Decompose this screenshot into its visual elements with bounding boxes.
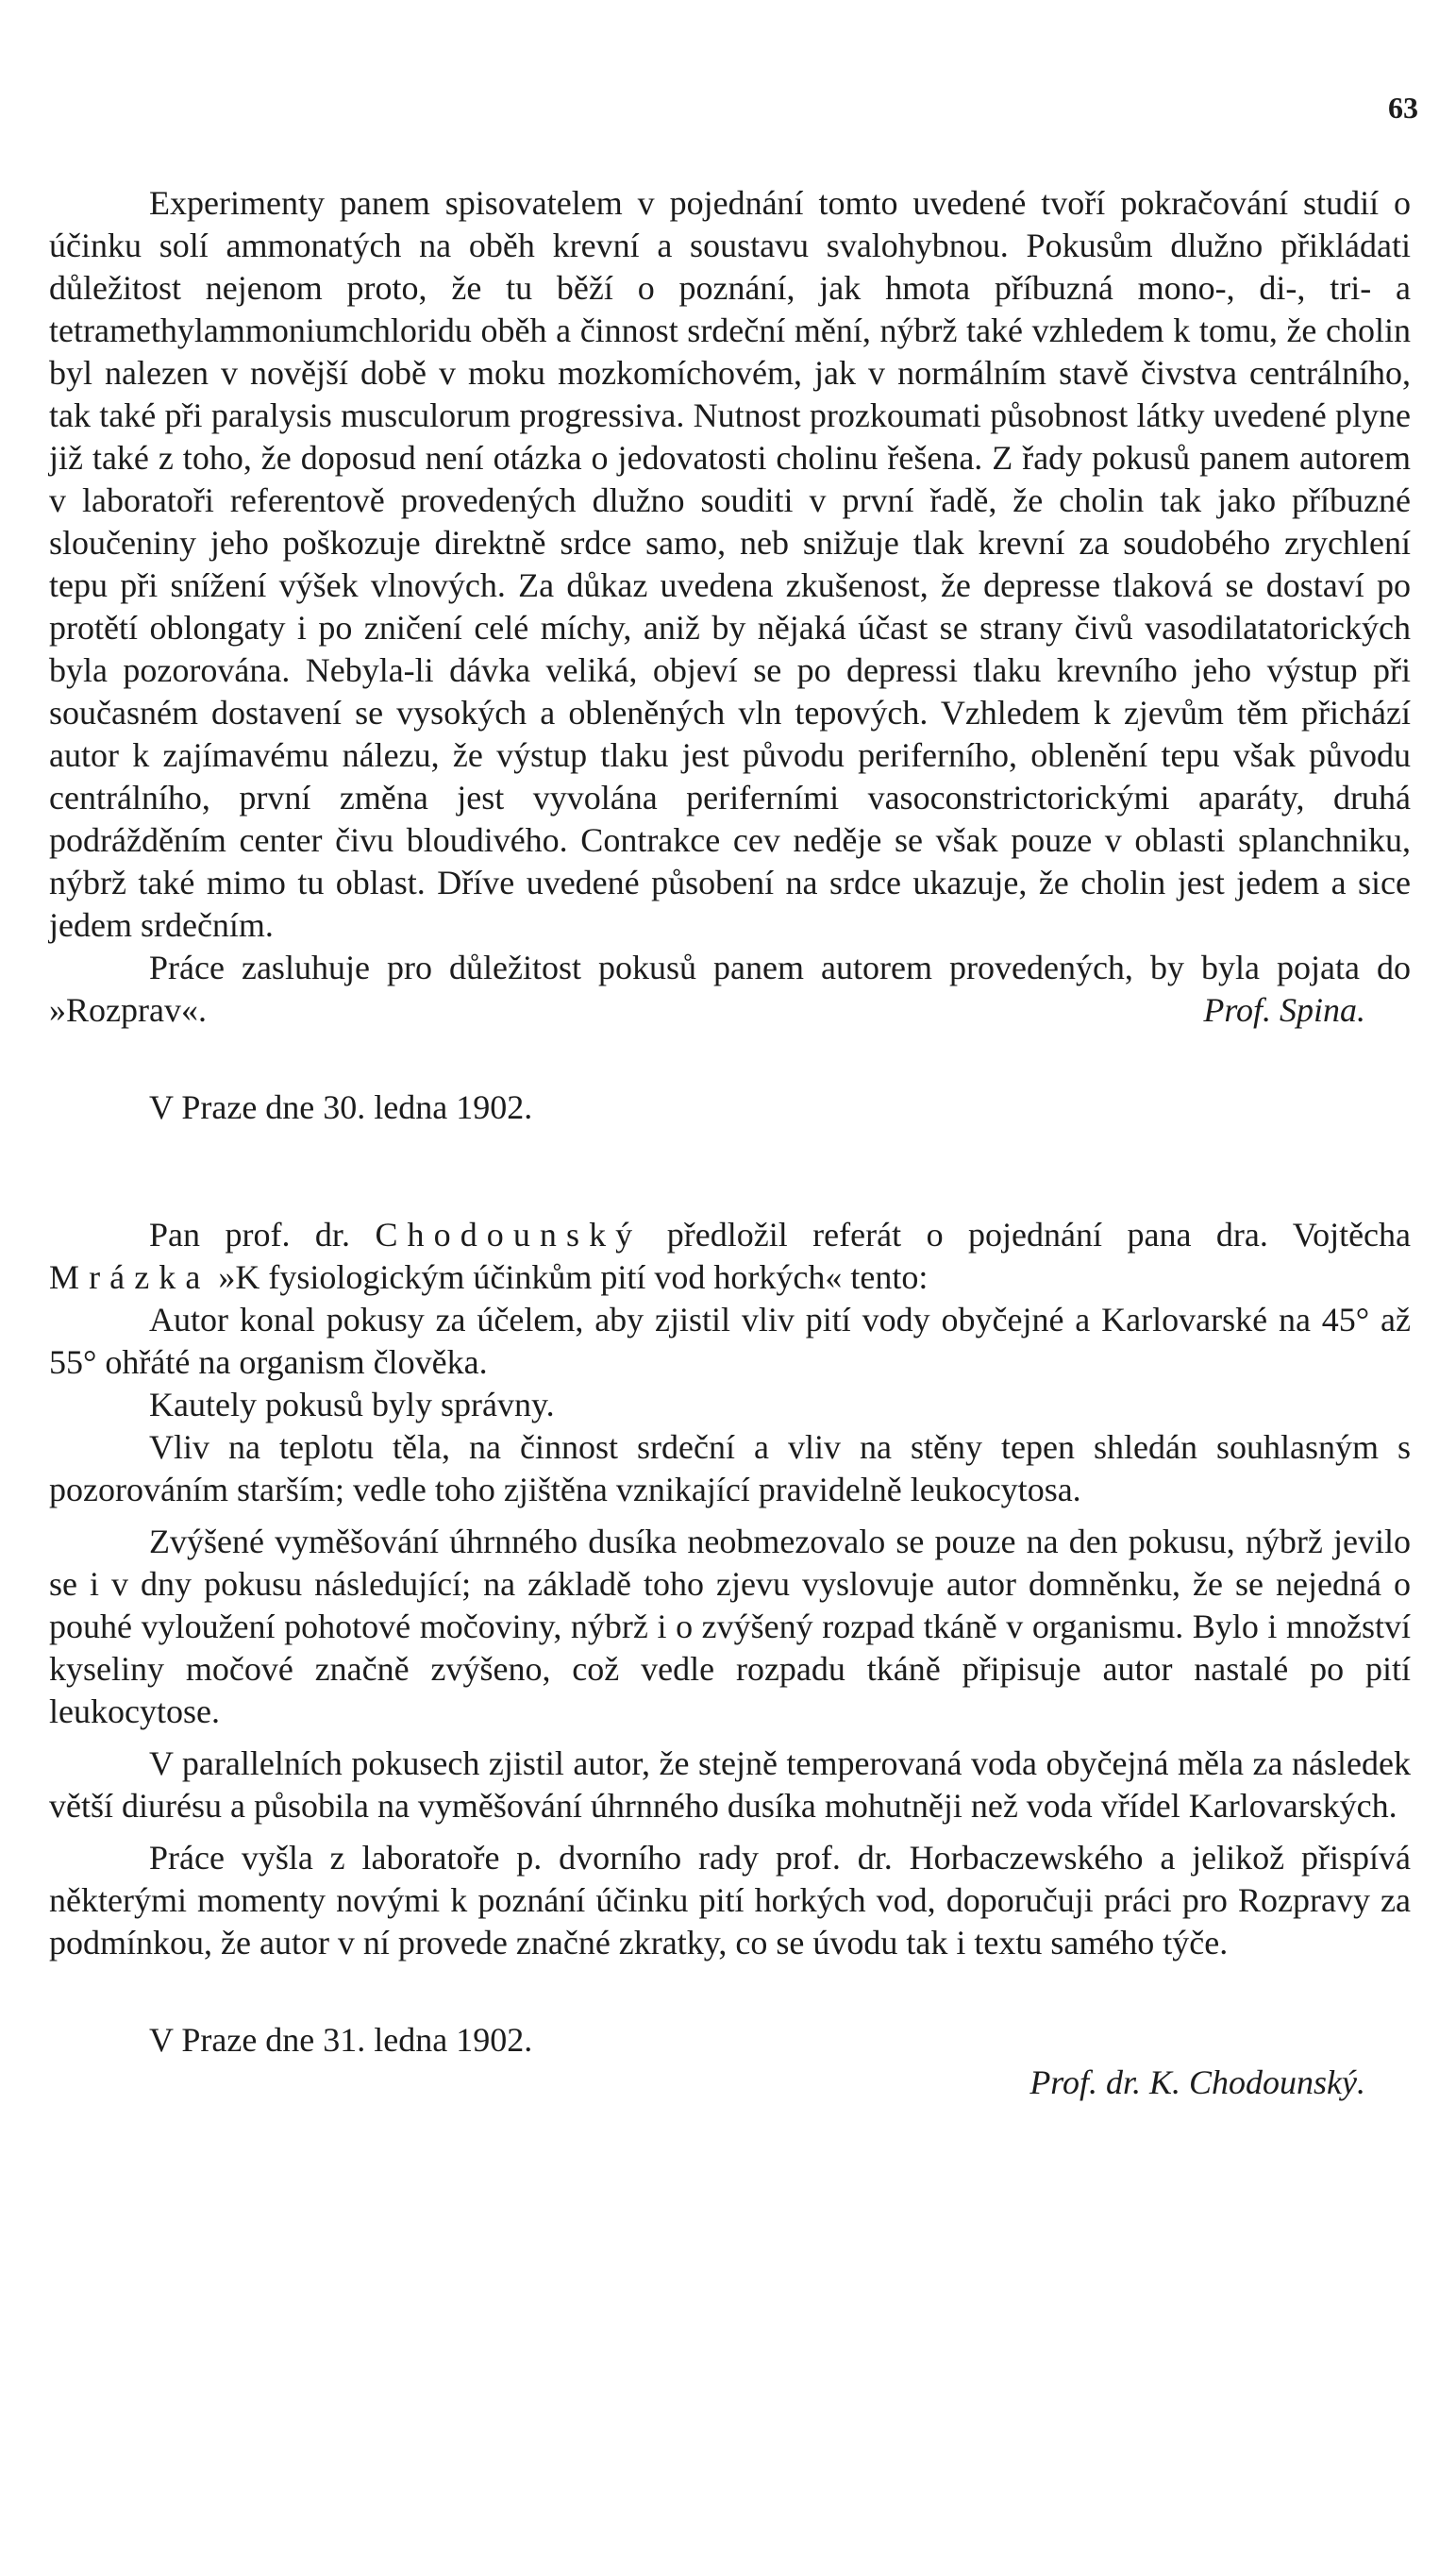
report2-intro-after: »K fysiologickým účinkům pití vod horkých« tento: [218,1258,929,1296]
report1-paragraph1: Experimenty panem spisovatelem v pojednání tomto uvedené tvoří pokračování studií o účinku solí ammonatých na oběh krevní a soustavu svalohybnou. Pokusům dlužno přikládati důležitost nejenom proto, že tu běží o poznání, jak hmota příbuzná mono-, di-, tri- a tetramethylammoniumchloridu oběh a činnost srdeční mění, nýbrž také vzhledem k tomu, že cholin byl nalezen v novější době v moku mozkomíchovém, jak v normálním stavě čivstva centrálního, tak také při paralysis musculorum progressiva. Nutnost prozkoumati působnost látky uvedené plyne již také z toho, že doposud není otázka o jedovatosti cholinu řešena. Z řady pokusů panem autorem v laboratoři referentově provedených dlužno souditi v první řadě, že cholin tak jako příbuzné sloučeniny jeho poškozuje direktně srdce samo, neb snižuje tlak krevní za soudobého zrychlení tepu při snížení výšek vlnových. Za důkaz uvedena zkušenost, že depresse tlaková se dostaví po protětí oblongaty i po zničení celé míchy, aniž by nějaká účast se strany čivů vasodilatatorických byla pozorována. Nebyla-li dávka veliká, objeví se po depressi tlaku krevního jeho výstup při současném dostavení se vysokých a obleněných vln tepových. Vzhledem k zjevům těm přichází autor k zajímavému nálezu, že výstup tlaku jest původu periferního, oblenění tepu však původu centrálního, první změna jest vyvolána periferními vasoconstrictorickými aparáty, druhá podrážděním center čivu bloudivého. Contrakce cev neděje se však pouze v oblasti splanchniku, nýbrž také mimo tu oblast. Dříve uvedené působení na srdce ukazuje, že cholin jest jedem a sice jedem srdečním. [49,184,1411,944]
report1-date: V Praze dne 30. ledna 1902. [149,1088,533,1126]
report2-paragraph4: Zvýšené vyměšování úhrnného dusíka neobmezovalo se pouze na den pokusu, nýbrž jevilo se i v dny pokusu následující; na základě toho zjevu vyslovuje autor domněnku, že se nejedná o pouhé vyloužení pohotové močoviny, nýbrž i o zvýšený rozpad tkáně v organismu. Bylo i množství kyseliny močové značně zvýšeno, což vedle rozpadu tkáně připisuje autor nastalé po pití leukocytose. [49,1523,1411,1730]
report2-presenter-name: Chodounský [375,1216,643,1254]
report2-paragraph2: Kautely pokusů byly správny. [149,1386,555,1423]
report2-signature-text: Prof. dr. K. Chodounský. [1029,2063,1365,2101]
page-number: 63 [1388,91,1418,125]
report2-intro-before: Pan prof. dr. [149,1216,350,1254]
report2-signature [49,2062,1411,2104]
report2-date: V Praze dne 31. ledna 1902. [149,2021,533,2059]
report2-paragraph3: Vliv na teplotu těla, na činnost srdeční a vliv na stěny tepen shledán souhlasným s pozorováním starším; vedle toho zjištěna vznikající pravidelně leukocytosa. [49,1428,1411,1508]
page-body [49,182,1411,2104]
report2-paragraph6: Práce vyšla z laboratoře p. dvorního rady prof. dr. Horbaczewského a jelikož přispívá některými momenty novými k poznání účinku pití horkých vod, doporučuji práci pro Rozpravy za podmínkou, že autor v ní provede značné zkratky, co se úvodu tak i textu samého týče. [49,1839,1411,1961]
report2-intro-middle: předložil referát o pojednání pana dra. Vojtěcha [666,1216,1412,1254]
report2-paragraph5: V parallelních pokusech zjistil autor, že stejně temperovaná voda obyčejná měla za následek větší diurésu a působila na vyměšování úhrnného dusíka mohutněji než voda vřídel Karlovarských. [49,1744,1411,1825]
report1-paragraph2-text: Práce zasluhuje pro důležitost pokusů panem autorem provedených, by byla pojata do »Rozprav«. [49,949,1411,1029]
report1-paragraph2 [49,947,1411,1032]
report1-signature: Prof. Spina. [1203,991,1365,1029]
report2-intro [49,1214,1411,1299]
report2-paragraph1: Autor konal pokusy za účelem, aby zjistil vliv pití vody obyčejné a Karlovarské na 45° až 55° ohřáté na organism člověka. [49,1301,1411,1381]
report2-author-name: Mrázka [49,1258,210,1296]
